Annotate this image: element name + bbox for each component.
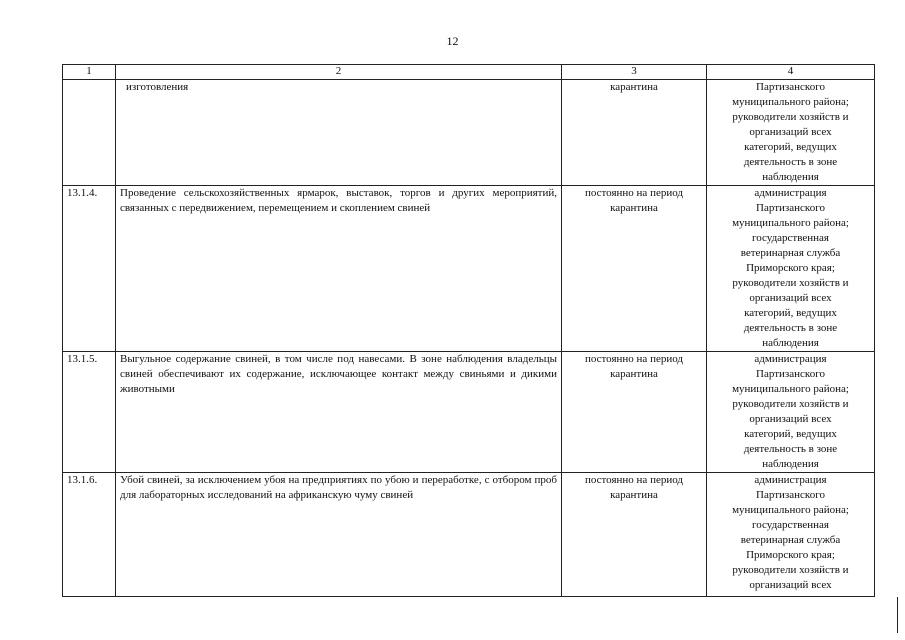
term-line: постоянно на период xyxy=(584,353,684,365)
measure-description: изготовления xyxy=(116,80,562,186)
responsible-line: государственная xyxy=(752,232,829,244)
responsible-line: категорий, ведущих xyxy=(744,141,837,153)
item-number xyxy=(63,80,116,186)
item-number: 13.1.6. xyxy=(63,473,116,597)
term-line: карантина xyxy=(610,489,658,501)
table-body xyxy=(63,80,875,597)
responsible-line: категорий, ведущих xyxy=(744,307,837,319)
term-cell xyxy=(562,186,707,352)
page-edge-mark xyxy=(897,597,898,633)
term-line: постоянно на период xyxy=(584,187,684,199)
term-line: карантина xyxy=(610,202,658,214)
measure-description: Убой свиней, за исключением убоя на предприятиях по убою и переработке, с отбором проб для лабораторных исследований на африканскую чуму свиней xyxy=(116,473,562,597)
measures-table xyxy=(62,64,875,597)
responsible-cell xyxy=(707,186,875,352)
responsible-cell xyxy=(707,473,875,597)
table-row xyxy=(63,186,875,352)
responsible-line: Партизанского xyxy=(756,368,825,380)
responsible-line: категорий, ведущих xyxy=(744,428,837,440)
responsible-line: Приморского края; xyxy=(746,262,835,274)
measure-description: Проведение сельскохозяйственных ярмарок, выставок, торгов и других мероприятий, связанных с передвижением, перемещением и скоплением свиней xyxy=(116,186,562,352)
responsible-line: организаций всех xyxy=(749,413,832,425)
responsible-line: ветеринарная служба xyxy=(740,534,841,546)
column-header-1: 1 xyxy=(63,65,116,80)
responsible-line: Партизанского xyxy=(756,202,825,214)
responsible-line: руководители хозяйств и xyxy=(732,277,849,289)
responsible-line: руководители хозяйств и xyxy=(732,564,849,576)
responsible-line: муниципального района; xyxy=(732,96,849,108)
responsible-cell xyxy=(707,80,875,186)
table-row xyxy=(63,80,875,186)
term-cell xyxy=(562,473,707,597)
responsible-line: деятельность в зоне xyxy=(743,156,838,168)
responsible-line: администрация xyxy=(754,187,827,199)
responsible-line: Партизанского xyxy=(756,489,825,501)
responsible-line: руководители хозяйств и xyxy=(732,111,849,123)
measure-description: Выгульное содержание свиней, в том числе под навесами. В зоне наблюдения владельцы свиней обеспечивают их содержание, исключающее контакт между свиньями и дикими животными xyxy=(116,352,562,473)
responsible-line: муниципального района; xyxy=(732,504,849,516)
responsible-line: наблюдения xyxy=(762,458,819,470)
term-line: карантина xyxy=(610,81,658,93)
responsible-line: ветеринарная служба xyxy=(740,247,841,259)
table-row xyxy=(63,352,875,473)
responsible-line: Партизанского xyxy=(756,81,825,93)
responsible-line: руководители хозяйств и xyxy=(732,398,849,410)
responsible-cell xyxy=(707,352,875,473)
responsible-line: муниципального района; xyxy=(732,383,849,395)
responsible-line: наблюдения xyxy=(762,337,819,349)
term-cell xyxy=(562,80,707,186)
term-line: постоянно на период xyxy=(584,474,684,486)
column-header-3: 3 xyxy=(562,65,707,80)
responsible-line: организаций всех xyxy=(749,292,832,304)
column-header-2: 2 xyxy=(116,65,562,80)
responsible-line: деятельность в зоне xyxy=(743,322,838,334)
item-number: 13.1.5. xyxy=(63,352,116,473)
term-line: карантина xyxy=(610,368,658,380)
responsible-line: муниципального района; xyxy=(732,217,849,229)
responsible-line: Приморского края; xyxy=(746,549,835,561)
term-cell xyxy=(562,352,707,473)
responsible-line: наблюдения xyxy=(762,171,819,183)
responsible-line: организаций всех xyxy=(749,579,832,591)
header-row xyxy=(63,65,875,80)
page-number: 12 xyxy=(446,34,459,48)
responsible-line: государственная xyxy=(752,519,829,531)
column-header-4: 4 xyxy=(707,65,875,80)
responsible-line: администрация xyxy=(754,474,827,486)
table-row xyxy=(63,473,875,597)
responsible-line: администрация xyxy=(754,353,827,365)
item-number: 13.1.4. xyxy=(63,186,116,352)
responsible-line: организаций всех xyxy=(749,126,832,138)
responsible-line: деятельность в зоне xyxy=(743,443,838,455)
